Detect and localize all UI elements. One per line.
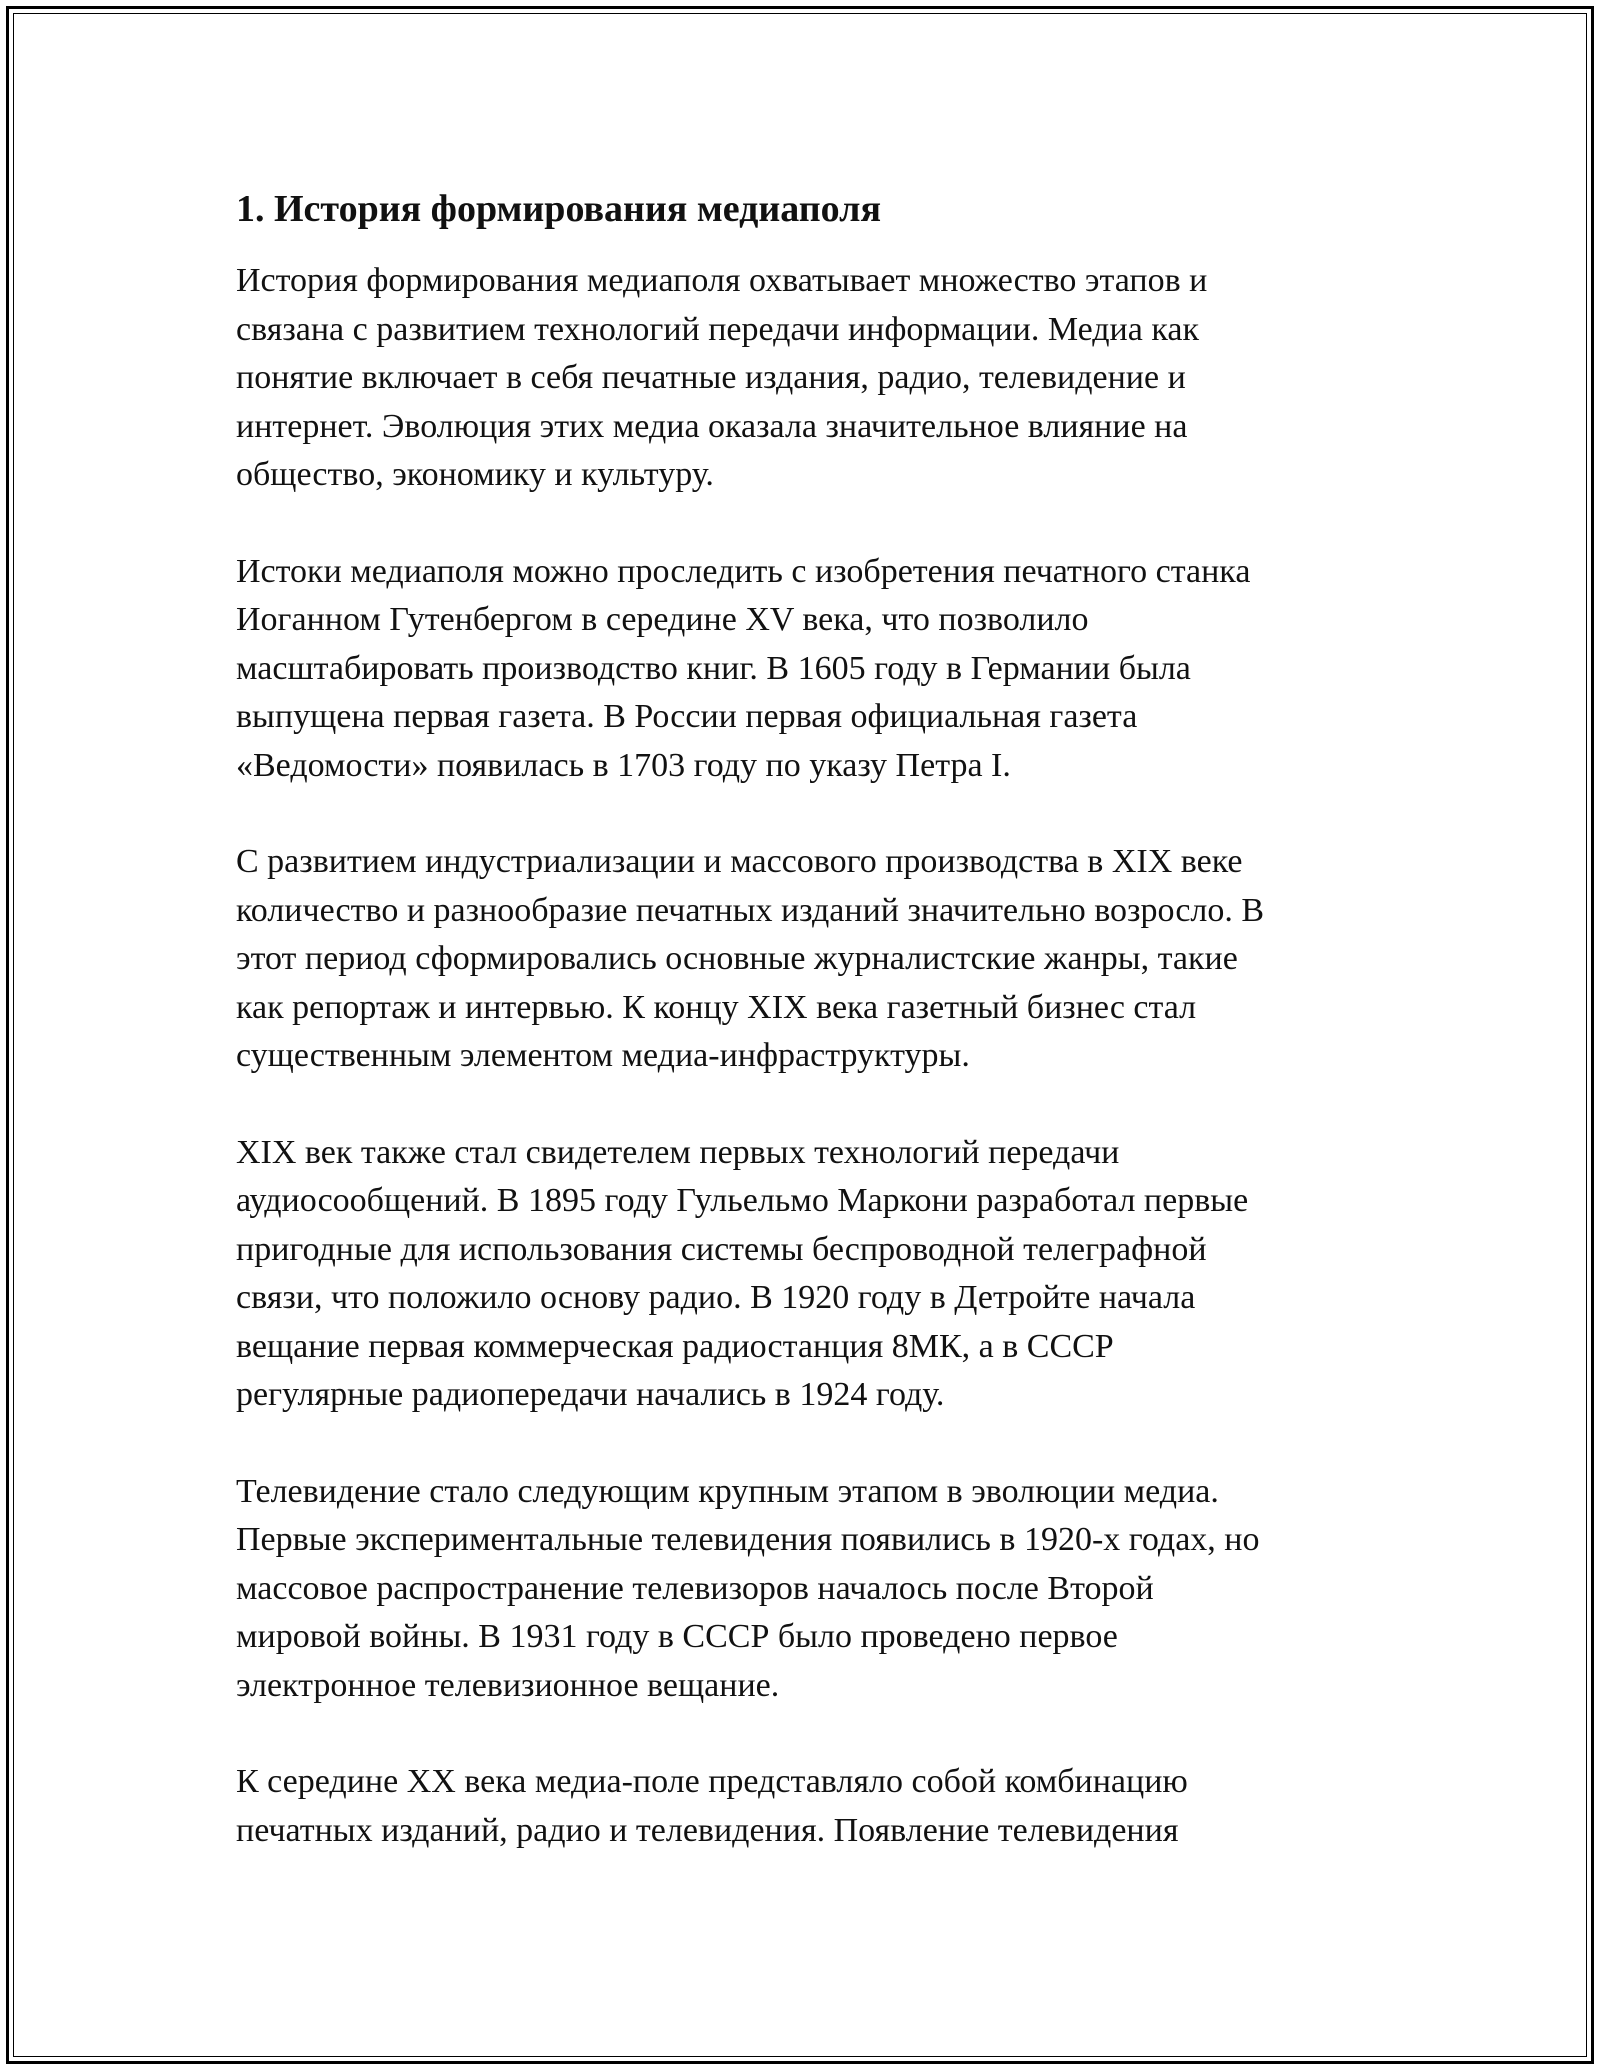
text-line: XIX век также стал свидетелем первых технологий передачи xyxy=(236,1133,1120,1171)
text-line: связана с развитием технологий передачи информации. Медиа как xyxy=(236,310,1199,348)
text-line: История формирования медиаполя охватывает множество этапов и xyxy=(236,262,1208,299)
text-line: К середине XX века медиа-поле представляло собой комбинацию xyxy=(236,1763,1188,1800)
paragraph-4 xyxy=(236,1129,1366,1420)
paragraph-1 xyxy=(236,257,1366,500)
text-line: этот период сформировались основные журналистские жанры, такие xyxy=(236,940,1238,977)
text-line: выпущена первая газета. В России первая официальная газета xyxy=(236,698,1138,735)
text-line: Телевидение стало следующим крупным этапом в эволюции медиа. xyxy=(236,1472,1219,1510)
paragraph-3 xyxy=(236,838,1366,1081)
text-line: Иоганном Гутенбергом в середине XV века, что позволило xyxy=(236,601,1089,638)
text-line: связи, что положило основу радио. В 1920 году в Детройте начала xyxy=(236,1279,1196,1316)
text-line: регулярные радиопередачи начались в 1924 году. xyxy=(236,1376,945,1413)
text-line: вещание первая коммерческая радиостанция 8МК, а в СССР xyxy=(236,1327,1114,1365)
text-line: понятие включает в себя печатные издания, радио, телевидение и xyxy=(236,359,1186,396)
text-line: как репортаж и интервью. К концу XIX века газетный бизнес стал xyxy=(236,988,1197,1026)
text-line: пригодные для использования системы беспроводной телеграфной xyxy=(236,1230,1207,1268)
text-line: электронное телевизионное вещание. xyxy=(236,1666,780,1704)
text-line: масштабировать производство книг. В 1605 году в Германии была xyxy=(236,649,1191,687)
text-line: «Ведомости» появилась в 1703 году по указу Петра I. xyxy=(236,746,1011,784)
text-line: массовое распространение телевизоров началось после Второй xyxy=(236,1569,1154,1607)
paragraph-2 xyxy=(236,548,1366,791)
text-line: Истоки медиаполя можно проследить с изобретения печатного станка xyxy=(236,552,1251,590)
document-body xyxy=(236,185,1366,1903)
paragraph-5 xyxy=(236,1468,1366,1711)
text-line: общество, экономику и культуру. xyxy=(236,456,714,493)
text-line: аудиосообщений. В 1895 году Гульельмо Маркони разработал первые xyxy=(236,1182,1249,1219)
text-line: существенным элементом медиа-инфраструктуры. xyxy=(236,1037,970,1074)
section-heading: 1. История формирования медиаполя xyxy=(236,188,881,230)
text-line: Первые экспериментальные телевидения появились в 1920-х годах, но xyxy=(236,1521,1260,1558)
text-line: интернет. Эволюция этих медиа оказала значительное влияние на xyxy=(236,407,1188,445)
text-line: количество и разнообразие печатных изданий значительно возросло. В xyxy=(236,891,1265,929)
text-line: мировой войны. В 1931 году в СССР было проведено первое xyxy=(236,1618,1118,1655)
text-line: С развитием индустриализации и массового производства в XIX веке xyxy=(236,843,1243,880)
text-line: печатных изданий, радио и телевидения. Появление телевидения xyxy=(236,1811,1179,1849)
paragraph-6 xyxy=(236,1758,1366,1855)
